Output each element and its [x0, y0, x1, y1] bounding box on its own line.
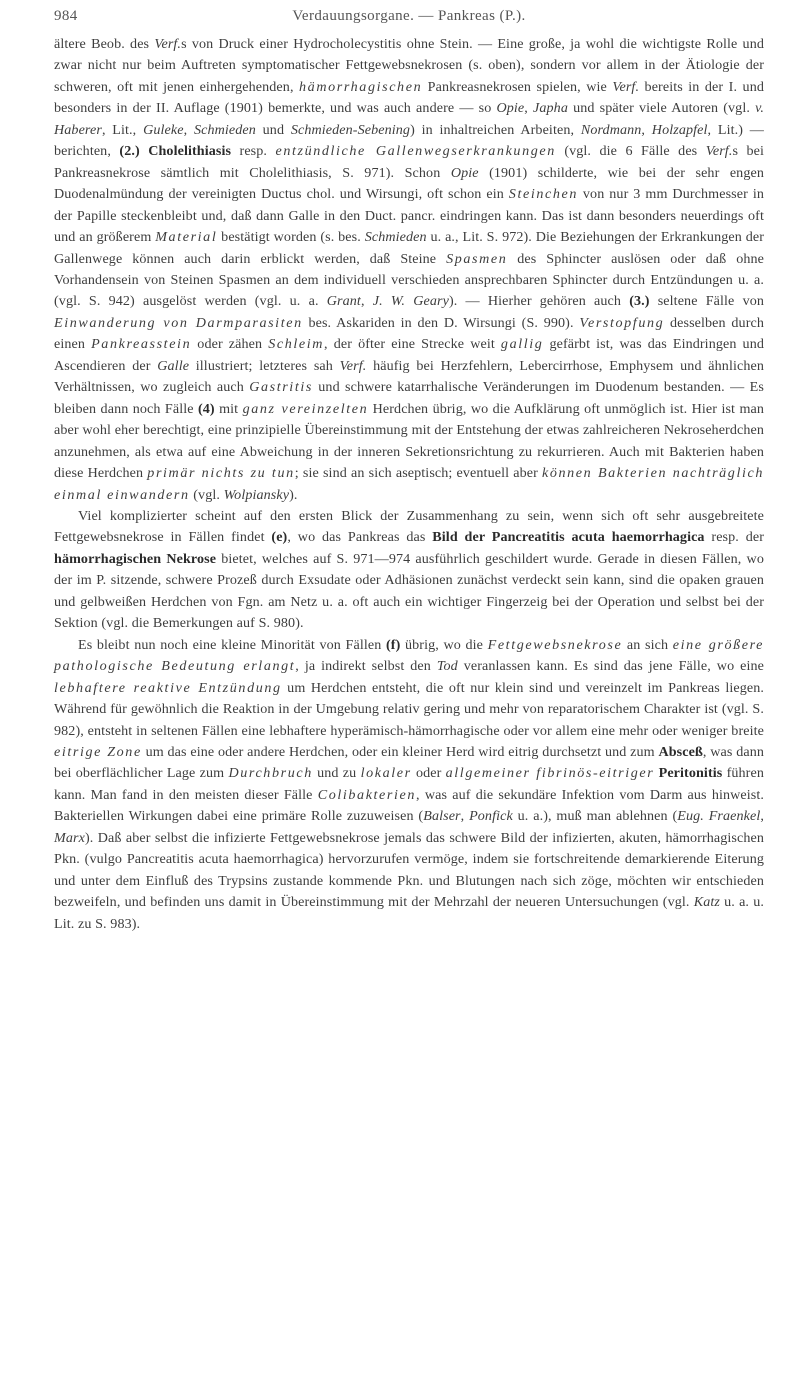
- text-run: bes. Askariden in den D. Wirsungi (S. 990).: [302, 314, 580, 331]
- text-run: an sich: [622, 636, 673, 653]
- emphasis-run: (4): [197, 400, 215, 417]
- page-number: 984: [54, 8, 78, 24]
- emphasis-run: Japha: [533, 100, 568, 117]
- running-head: [54, 8, 764, 34]
- emphasis-run: Pankreasstein: [91, 336, 192, 353]
- text-run: von nur 3 mm Durchmesser in der Papille steckenbleibt und, daß dann Galle in den Duct. pancr. eindringen kann. Das ist dann besonders neuerdings oft und an größerem: [54, 186, 764, 246]
- emphasis-run: (f): [385, 636, 401, 653]
- emphasis-run: (3.): [629, 293, 650, 310]
- text-run: ,: [183, 121, 194, 138]
- emphasis-run: entzündliche Gallenwegserkrankungen: [275, 143, 556, 160]
- emphasis-run: Wolpiansky: [223, 486, 290, 503]
- emphasis-run: Cholelithiasis: [148, 143, 232, 160]
- emphasis-run: Ponfick: [469, 808, 513, 825]
- text-run: Pankreasnekrosen spielen, wie: [422, 78, 613, 95]
- emphasis-run: Einwanderung von Darmparasiten: [54, 314, 303, 331]
- text-run: häufig bei Herzfehlern, Lebercirrhose, Emphysem und ähnlichen Verhältnissen, wo zugleich auch: [54, 357, 764, 396]
- text-run: führen kann. Man fand in den meisten dieser Fälle: [54, 765, 764, 803]
- emphasis-run: Schleim: [268, 336, 325, 353]
- emphasis-run: Galle: [157, 357, 190, 374]
- emphasis-run: Verstopfung: [579, 314, 665, 331]
- text-run: ).: [289, 486, 298, 503]
- text-run: u. a.), muß man ablehnen (: [512, 808, 678, 825]
- text-run: Herdchen übrig, wo die Aufklärung oft unmöglich ist. Hier ist man aber wohl eher berechtigt, eine prinzipielle Übereinstimmung mit der Entstehung der etwas zahlreicheren Nekroseherdchen anzunehmen, als etwa auf eine Abweichung in der inneren Sekretionsrichtung zu rekurrieren. Auch mit Bakterien haben diese Herdchen: [54, 400, 765, 482]
- emphasis-run: Schmieden-Sebening: [290, 121, 411, 138]
- text-run: ; sie sind an sich aseptisch; eventuell aber: [294, 465, 543, 482]
- emphasis-run: Steinchen: [508, 186, 578, 203]
- text-run: , wo das Pankreas das: [287, 529, 433, 546]
- text-run: seltene Fälle von: [649, 293, 765, 310]
- text-run: übrig, wo die: [400, 636, 488, 653]
- emphasis-run: gallig: [500, 336, 544, 353]
- emphasis-run: Absceß: [658, 743, 703, 760]
- text-run: mit: [214, 400, 243, 417]
- emphasis-run: eitrige Zone: [54, 743, 142, 760]
- emphasis-run: lebhaftere reaktive Entzündung: [54, 679, 282, 696]
- emphasis-run: Verf.: [339, 357, 367, 374]
- text-run: und zu: [312, 765, 361, 782]
- emphasis-run: Eug. Fraenkel: [677, 808, 761, 825]
- text-run: ,: [641, 121, 652, 138]
- text-run: des Sphincter auslösen oder daß ohne Vorhandensein von Steinen Spasmen an dem individuell verschieden ansprechbaren Sphincter durch Entzündungen u. a. (vgl. S. 942) ausgelöst werden (vgl. u. a.: [54, 250, 764, 310]
- paragraph: [54, 34, 764, 506]
- text-run: , der öfter eine Strecke weit: [324, 336, 501, 353]
- emphasis-run: Colibakterien: [317, 786, 417, 803]
- text-run: oder zähen: [191, 336, 269, 353]
- text-run: veranlassen kann. Es sind das jene Fälle, wo eine: [457, 658, 764, 675]
- emphasis-run: allgemeiner fibrinös-eitriger: [445, 765, 655, 782]
- emphasis-run: eine größere pathologische Bedeutung erlangt: [54, 636, 765, 675]
- text-run: , was dann bei oberflächlicher Lage zum: [54, 743, 765, 782]
- text-run: bereits in der I. und besonders in der II. Auflage (1901) bemerkte, und was auch andere — so: [54, 78, 764, 117]
- text-run: ältere Beob. des: [54, 36, 155, 52]
- text-run: (1901) schilderte, wie bei der sehr engen Duodenalmündung der vereinigten Ductus chol. und Wirsungi, oft schon ein: [54, 164, 764, 203]
- text-run: ,: [760, 808, 764, 825]
- text-run: gefärbt ist, was das Eindringen und Ascendieren der: [54, 336, 764, 374]
- text-run: s von Druck einer Hydrocholecystitis ohne Stein. — Eine große, ja wohl die wichtigste Rolle und zwar nicht nur beim Auftreten symptomatischer Fettgewebsnekrosen (s. oben), sondern vor allem in der Ätiologie der schweren, oft mit jenen einhergehenden,: [54, 36, 765, 95]
- emphasis-run: Balser: [423, 808, 461, 825]
- text-run: und: [255, 121, 291, 138]
- text-run: ,: [524, 100, 534, 117]
- text-run: u. a., Lit. S. 972). Die Beziehungen der Erkrankungen der Gallenwege können auch darin erblickt werden, daß Steine: [54, 229, 764, 267]
- emphasis-run: Verf.: [154, 36, 182, 52]
- text-run: Viel komplizierter scheint auf den ersten Blick der Zusammenhang zu sein, wenn sich oft sehr ausgebreitete Fettgewebsnekrose in Fällen findet: [54, 507, 764, 546]
- emphasis-run: Schmieden: [364, 229, 427, 246]
- text-run: , Lit.,: [101, 121, 144, 138]
- text-run: illustriert; letzteres sah: [189, 357, 340, 374]
- emphasis-run: Bild der Pancreatitis acuta haemorrhagica: [432, 529, 705, 546]
- text-run: ) in inhaltreichen Arbeiten,: [410, 121, 581, 138]
- text-run: bestätigt worden (s. bes.: [217, 229, 365, 246]
- text-run: , Lit.) — berichten,: [54, 121, 764, 160]
- text-run: (vgl. die 6 Fälle des: [555, 143, 706, 160]
- text-run: um Herdchen entsteht, die oft nur klein sind und vereinzelt im Pankreas liegen. Während für gewöhnlich die Reaktion in der Umgebung relativ gering und mehr von reparatorischem Charakter ist (vgl. S. 982), entsteht in seltenen Fällen eine lebhaftere hyperämisch-hämorrhagische oder vor allem eine mehr oder weniger breite: [54, 679, 764, 739]
- emphasis-run: Guleke: [143, 121, 184, 138]
- emphasis-run: Opie: [450, 164, 479, 181]
- emphasis-run: Gastritis: [249, 379, 313, 396]
- emphasis-run: Material: [155, 229, 218, 246]
- emphasis-run: Holzapfel: [651, 121, 708, 138]
- emphasis-run: J. W. Geary: [372, 293, 449, 310]
- text-run: bietet, welches auf S. 971—974 ausführlich geschildert wurde. Gerade in diesen Fällen, wo der im P. sitzende, schwere Prozeß durch Exsudate oder Adhäsionen zunächst verdeckt sein kann, sind die opaken grauen und gelbweißen Herdchen von Fgn. am Netz u. a. oft auch ein wichtiger Fingerzeig bei der Operation und selbst bei der Sektion (vgl. die Bemerkungen auf S. 980).: [54, 550, 764, 632]
- emphasis-run: Spasmen: [446, 250, 508, 267]
- text-run: resp.: [231, 143, 276, 160]
- text-run: und schwere katarrhalische Veränderungen im Duodenum bestanden. — Es bleiben dann noch Fälle: [54, 379, 764, 417]
- text-run: u. a. u. Lit. zu S. 983).: [54, 894, 764, 932]
- text-run: ,: [460, 808, 470, 825]
- emphasis-run: hämorrhagischen Nekrose: [54, 550, 217, 567]
- text-run: (vgl.: [189, 486, 224, 503]
- emphasis-run: Peritonitis: [658, 765, 723, 782]
- text-run: oder: [411, 765, 446, 782]
- paragraph: [54, 635, 764, 935]
- emphasis-run: ganz vereinzelten: [242, 400, 369, 417]
- emphasis-run: Fettgewebsnekrose: [487, 636, 623, 653]
- text-run: desselben durch einen: [54, 314, 764, 353]
- emphasis-run: Verf.: [705, 143, 733, 160]
- running-title: Verdauungsorgane. — Pankreas (P.).: [292, 8, 526, 24]
- text-run: resp. der: [704, 529, 764, 546]
- text-run: , ja indirekt selbst den: [295, 658, 437, 675]
- paragraph: [54, 506, 764, 635]
- emphasis-run: Grant: [326, 293, 361, 310]
- emphasis-run: Schmieden: [193, 121, 256, 138]
- emphasis-run: Katz: [693, 894, 720, 911]
- emphasis-run: Marx: [54, 829, 85, 846]
- emphasis-run: Opie: [496, 100, 525, 117]
- emphasis-run: lokaler: [360, 765, 412, 782]
- emphasis-run: Tod: [436, 658, 458, 675]
- text-run: s bei Pankreasnekrose sämtlich mit Cholelithiasis, S. 971). Schon: [54, 143, 764, 181]
- text-run: um das eine oder andere Herdchen, oder ein kleiner Herd wird eitrig durchsetzt und zum: [141, 743, 659, 760]
- text-run: und später viele Autoren (vgl.: [567, 100, 756, 117]
- emphasis-run: primär nichts zu tun: [147, 465, 295, 482]
- body-text: [54, 34, 764, 935]
- emphasis-run: (2.): [119, 143, 149, 160]
- text-run: ). — Hierher gehören auch: [448, 293, 630, 310]
- text-run: , was auf die sekundäre Infektion vom Darm aus hinweist. Bakteriellen Wirkungen dabei eine primäre Rolle zuzuweisen (: [54, 786, 765, 825]
- text-run: Es bleibt nun noch eine kleine Minorität von Fällen: [78, 636, 386, 653]
- emphasis-run: v. Haberer: [54, 100, 765, 138]
- emphasis-run: Durchbruch: [228, 765, 313, 782]
- text-run: ). Daß aber selbst die infizierte Fettgewebsnekrose jemals das schwere Bild der infizierten, akuten, hämorrhagischen Pkn. (vulgo Pancreatitis acuta haemorrhagica) hervorzurufen vermöge, indem sie fortschreitende demarkierende Eiterung und unter dem Einfluß des Trypsins zustande kommende Pkn. und Blutungen nach sich zöge, möchten wir entschieden bezweifeln, und befinden uns damit in Übereinstimmung mit der Mehrzahl der neueren Untersuchungen (vgl.: [54, 829, 764, 911]
- emphasis-run: hämorrhagischen: [299, 78, 423, 95]
- emphasis-run: Nordmann: [580, 121, 642, 138]
- emphasis-run: Verf.: [612, 78, 640, 95]
- text-run: ,: [360, 293, 373, 310]
- emphasis-run: können Bakterien nachträglich einmal einwandern: [54, 465, 764, 503]
- emphasis-run: (e): [271, 529, 288, 546]
